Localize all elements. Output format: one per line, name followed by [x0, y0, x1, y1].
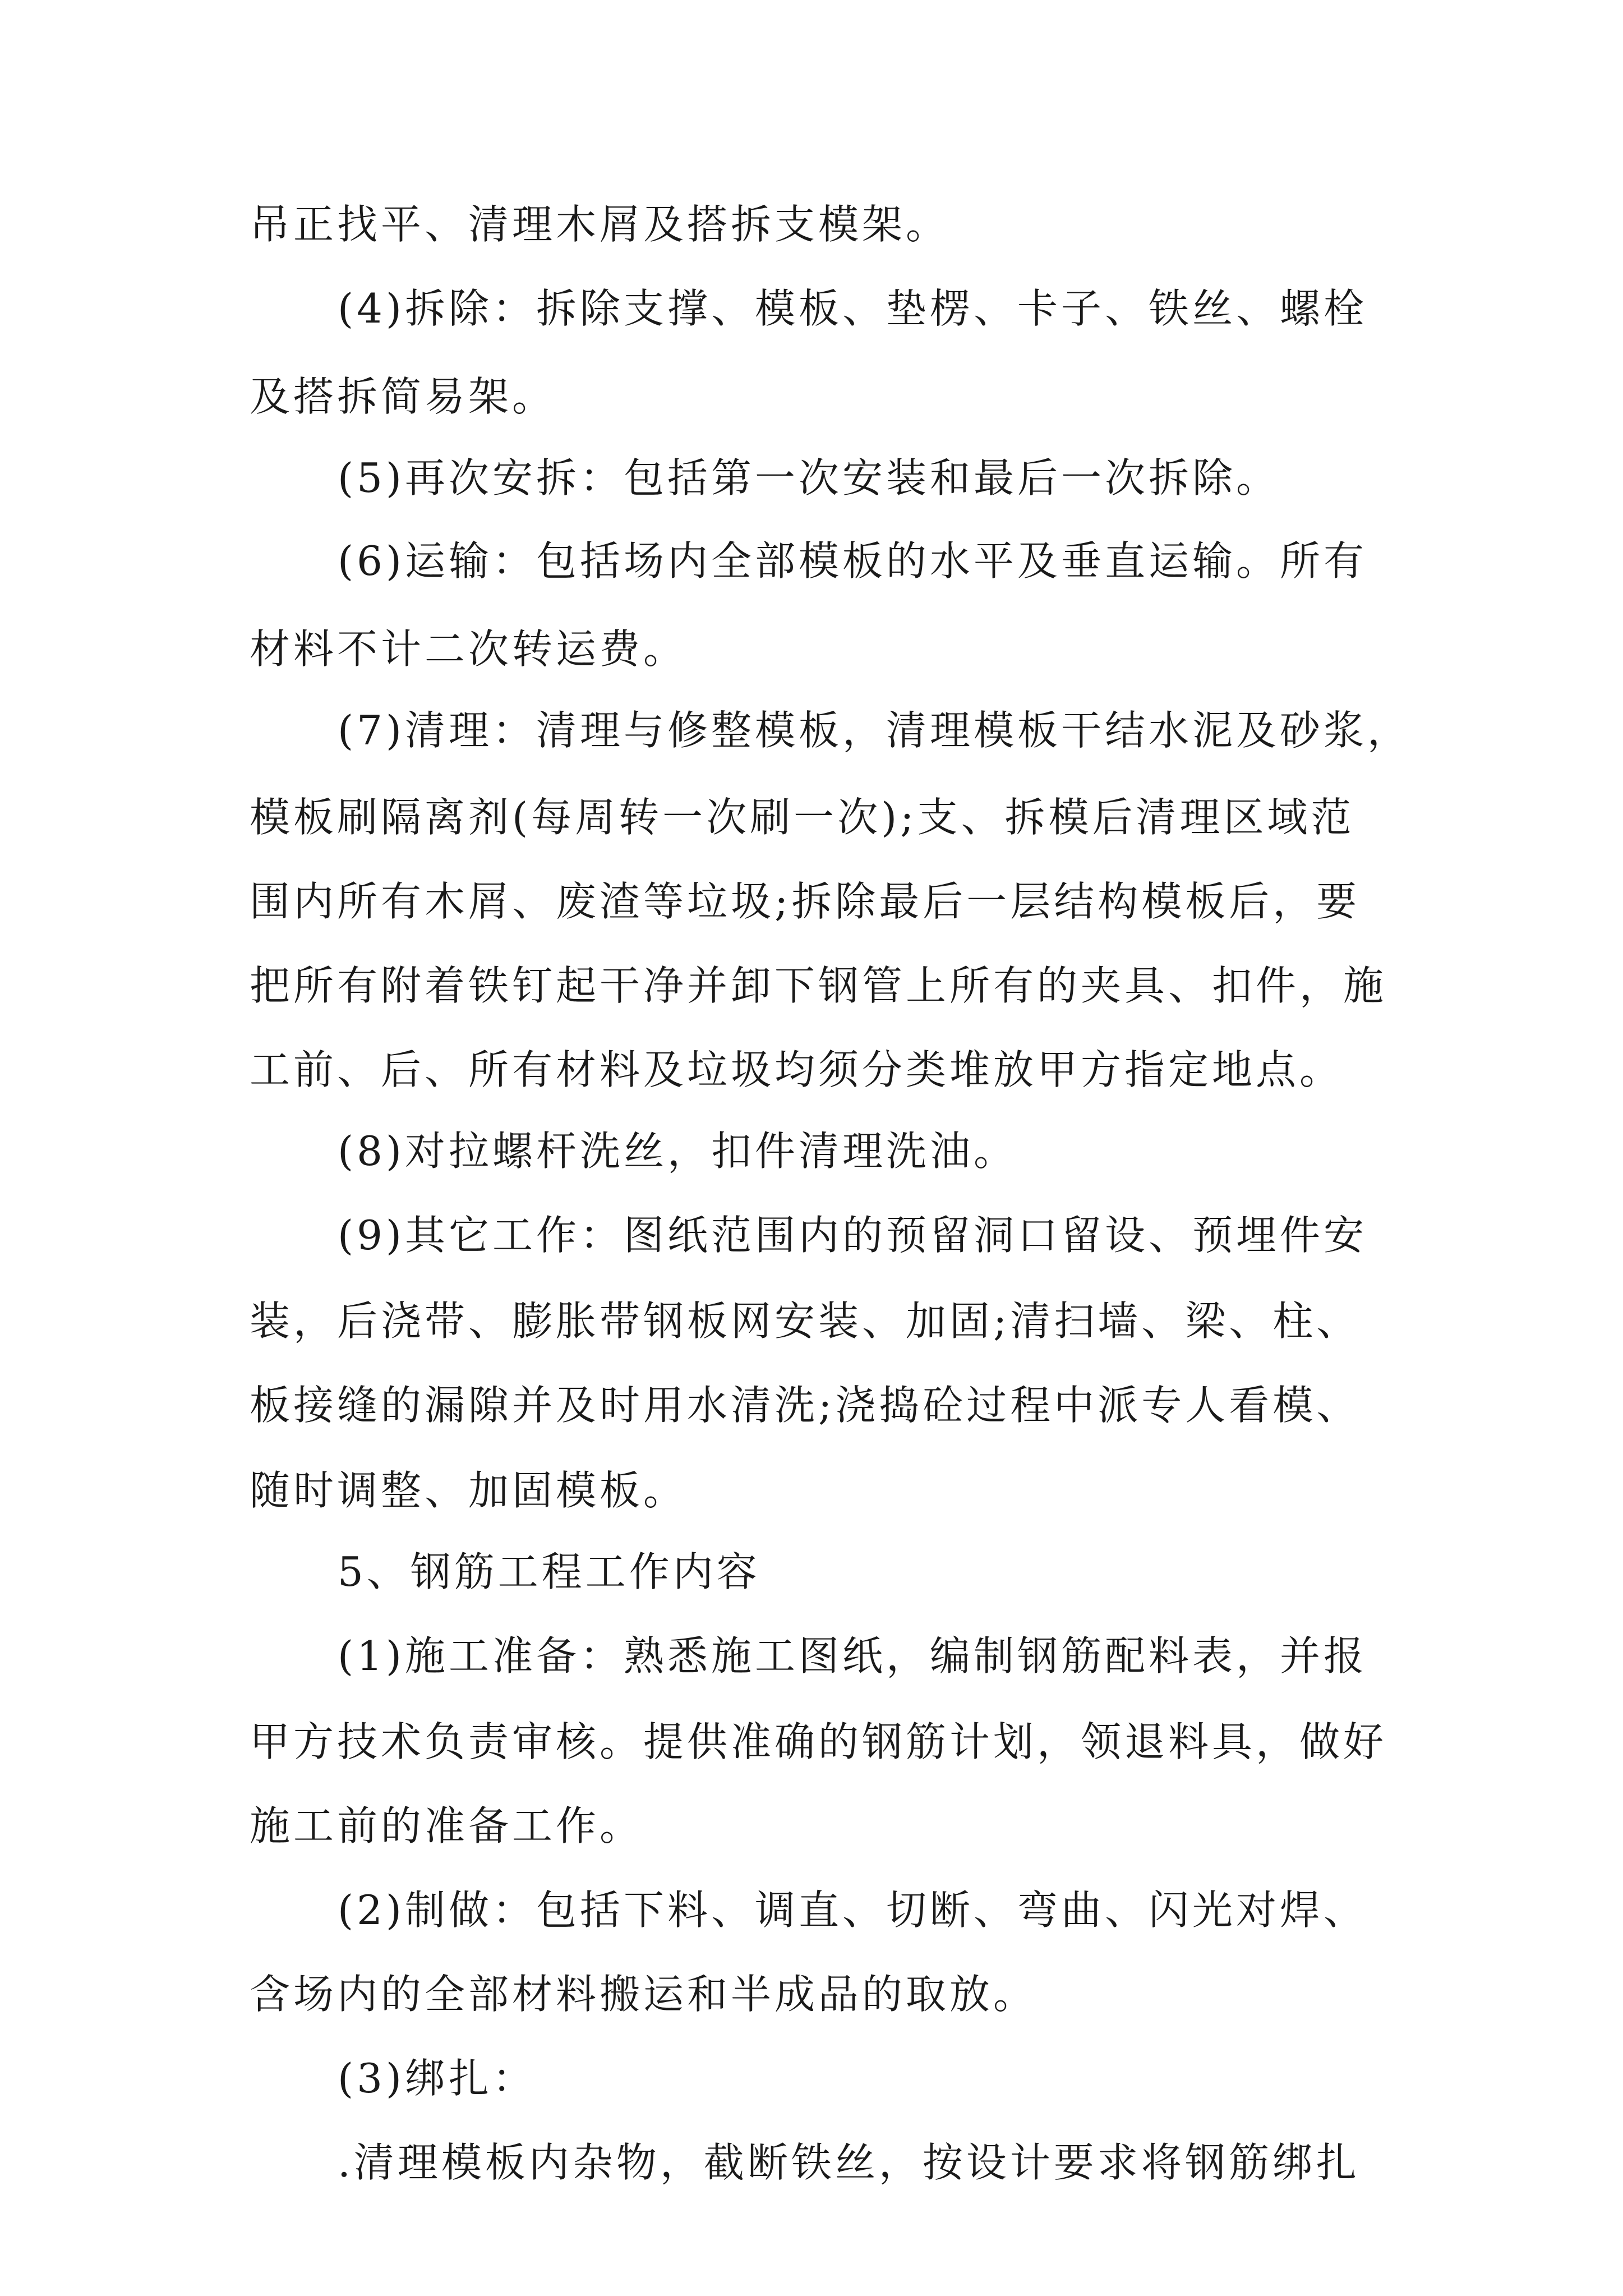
- text-line-24: .清理模板内杂物，截断铁丝，按设计要求将钢筋绑扎: [338, 2139, 1360, 2186]
- text-line-2: (4)拆除：拆除支撑、模板、垫楞、卡子、铁丝、螺栓: [338, 285, 1367, 332]
- text-line-23: (3)绑扎：: [338, 2055, 536, 2102]
- text-line-19: 甲方技术负责审核。提供准确的钢筋计划，领退料具，做好: [250, 1718, 1387, 1765]
- text-line-3: 及搭拆简易架。: [250, 373, 556, 420]
- text-line-22: 含场内的全部材料搬运和半成品的取放。: [250, 1971, 1038, 2018]
- text-line-15: 板接缝的漏隙并及时用水清洗;浇捣砼过程中派专人看模、: [250, 1382, 1361, 1429]
- text-line-12: (8)对拉螺杆洗丝，扣件清理洗油。: [338, 1128, 1017, 1175]
- text-line-14: 装，后浇带、膨胀带钢板网安装、加固;清扫墙、梁、柱、: [250, 1297, 1361, 1345]
- text-line-5: (6)运输：包括场内全部模板的水平及垂直运输。所有: [338, 537, 1367, 585]
- text-line-8: 模板刷隔离剂(每周转一次刷一次);支、拆模后清理区域范: [250, 794, 1355, 841]
- text-line-4: (5)再次安拆：包括第一次安装和最后一次拆除。: [338, 454, 1280, 501]
- text-line-13: (9)其它工作：图纸范围内的预留洞口留设、预埋件安: [338, 1212, 1367, 1259]
- text-line-7: (7)清理：清理与修整模板，清理模板干结水泥及砂浆，: [338, 707, 1411, 754]
- text-line-20: 施工前的准备工作。: [250, 1802, 644, 1849]
- text-line-9: 围内所有木屑、废渣等垃圾;拆除最后一层结构模板后，要: [250, 878, 1361, 925]
- text-line-10: 把所有附着铁钉起干净并卸下钢管上所有的夹具、扣件，施: [250, 962, 1387, 1009]
- text-line-16: 随时调整、加固模板。: [250, 1467, 688, 1514]
- text-line-11: 工前、后、所有材料及垃圾均须分类堆放甲方指定地点。: [250, 1046, 1344, 1093]
- text-line-1: 吊正找平、清理木屑及搭拆支模架。: [250, 201, 950, 248]
- section-heading: 5、钢筋工程工作内容: [338, 1548, 760, 1595]
- text-line-6: 材料不计二次转运费。: [250, 625, 688, 673]
- text-line-18: (1)施工准备：熟悉施工图纸，编制钢筋配料表，并报: [338, 1632, 1367, 1680]
- text-line-21: (2)制做：包括下料、调直、切断、弯曲、闪光对焊、: [338, 1887, 1367, 1934]
